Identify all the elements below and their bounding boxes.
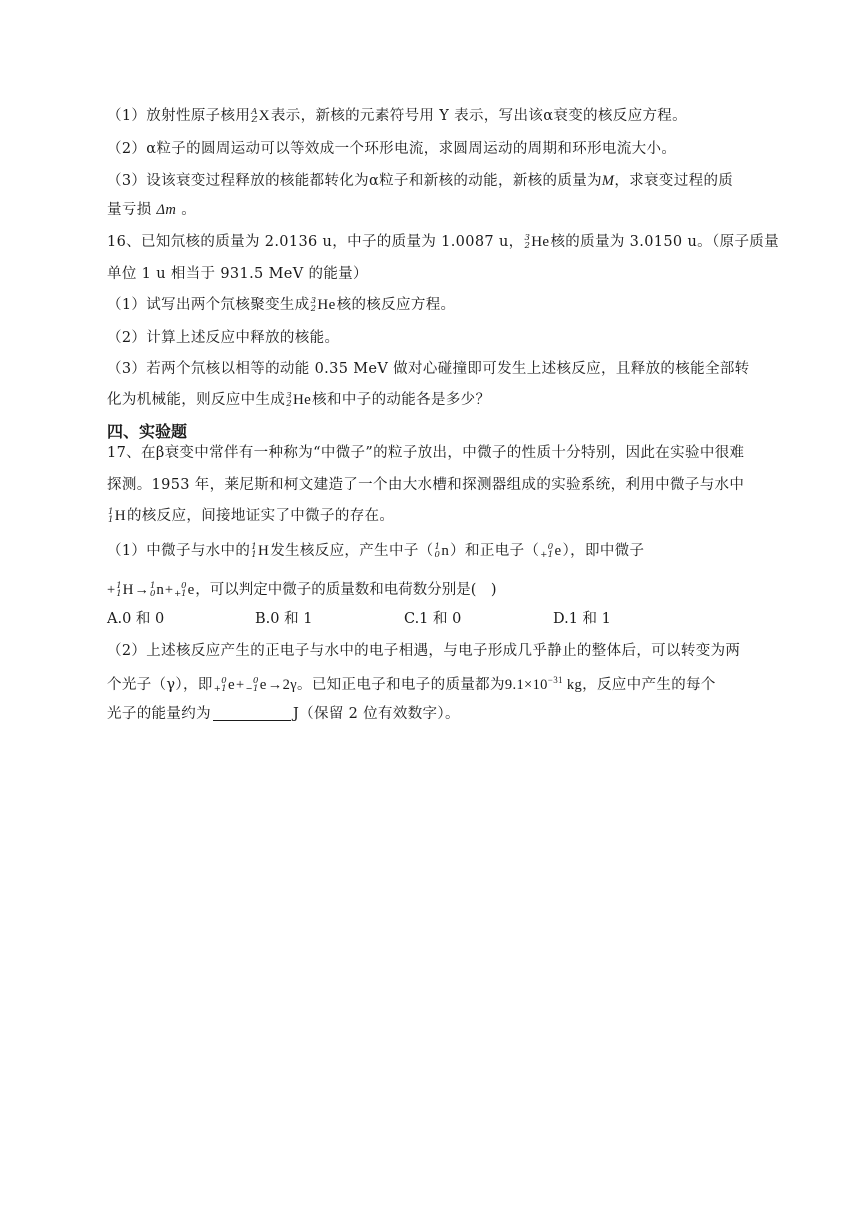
text: 的核反应，间接地证实了中微子的存在。 — [126, 508, 395, 524]
q15-part1 — [107, 106, 687, 126]
mass-number: A — [251, 107, 258, 117]
option-a[interactable]: A.0 和 0 — [107, 611, 165, 627]
text: ，反应中产生的每个 — [582, 676, 716, 693]
variable-delta-m: Δm — [156, 202, 177, 218]
q16-part2: （2）计算上述反应中释放的核能。 — [107, 330, 340, 346]
charge-number: +1 — [213, 683, 227, 694]
arrow: → — [267, 676, 283, 693]
charge-number: 0 — [149, 589, 156, 599]
text: （1）中微子与水中的 — [107, 543, 251, 559]
variable-M: M — [601, 173, 615, 189]
text: 核的核反应方程。 — [336, 297, 456, 313]
nuclide-H1 — [116, 580, 133, 600]
charge-number: 2 — [524, 241, 531, 251]
text: 化为机械能，则反应中生成 — [107, 392, 286, 408]
symbol: X — [258, 108, 270, 124]
mass-unit: kg — [566, 676, 583, 693]
nuclide-positron — [540, 541, 561, 561]
charge-number: 0 — [434, 550, 441, 560]
symbol: n — [441, 543, 450, 559]
mass-number: 0 — [547, 542, 554, 552]
mass-number: 1 — [149, 581, 156, 591]
nuclide-H1 — [108, 506, 126, 526]
symbol: He — [531, 234, 550, 250]
plus-sign: + — [107, 582, 116, 598]
text: 量亏损 — [107, 202, 152, 218]
nuclide-electron — [246, 675, 267, 695]
symbol: H — [122, 582, 134, 598]
mass-number: 1 — [116, 581, 122, 591]
symbol: e — [187, 582, 195, 598]
text: J（保留 2 位有效数字）。 — [292, 706, 460, 722]
text: 光子的能量约为 — [107, 706, 211, 722]
mass-number: 3 — [310, 296, 317, 306]
charge-number: 1 — [116, 589, 122, 599]
charge-number: +1 — [174, 589, 187, 599]
symbol: e — [259, 676, 267, 693]
symbol: H — [258, 543, 270, 559]
mass-value: 9.1×10 — [504, 676, 548, 693]
plus-sign: + — [164, 582, 174, 598]
electron-mass — [505, 677, 582, 693]
option-d[interactable]: D.1 和 1 — [553, 611, 611, 627]
q17-part2-line3 — [107, 704, 460, 724]
mass-exponent: −31 — [547, 675, 563, 685]
charge-number: 1 — [108, 515, 114, 525]
nuclide-positron — [174, 580, 194, 600]
nuclide-He3 — [524, 232, 549, 252]
q16-stem-line1 — [107, 232, 779, 252]
mass-number: 1 — [434, 542, 441, 552]
mass-number: 3 — [286, 391, 292, 401]
text: 。已知正电子和电子的质量都为 — [296, 676, 505, 693]
symbol: e — [227, 676, 235, 693]
plus-sign: + — [235, 676, 245, 693]
mass-number: 1 — [251, 542, 257, 552]
symbol: n — [156, 582, 164, 598]
mass-number: 0 — [252, 675, 259, 686]
q17-part2-line2 — [107, 670, 716, 695]
symbol: He — [292, 392, 312, 408]
symbol: e — [554, 543, 562, 559]
answer-blank[interactable] — [213, 706, 291, 721]
q17-stem-line1: 17、在β衰变中常伴有一种称为“中微子”的粒子放出，中微子的性质十分特别，因此在实验中很难 — [107, 445, 745, 461]
charge-number: 1 — [251, 550, 257, 560]
text: 表示，新核的元素符号用 Y 表示，写出该α衰变的核反应方程。 — [270, 108, 688, 124]
mass-number: 0 — [221, 675, 227, 686]
q17-part1-line1 — [107, 541, 644, 561]
nuclide-positron — [214, 675, 235, 695]
q17-stem-line3 — [107, 506, 394, 526]
q16-part1 — [107, 295, 455, 315]
symbol: He — [317, 297, 336, 313]
symbol: H — [114, 508, 126, 524]
q16-stem-line2: 单位 1 u 相当于 931.5 MeV 的能量） — [107, 266, 368, 282]
text: 核的质量为 3.0150 u。（原子质量 — [550, 234, 779, 250]
mass-number: 0 — [181, 581, 187, 591]
arrow: → — [134, 582, 149, 598]
text: （1）试写出两个氘核聚变生成 — [107, 297, 310, 313]
text: ）和正电子（ — [450, 543, 540, 559]
text: 。 — [181, 202, 197, 218]
text: 核和中子的动能各是多少？ — [312, 392, 491, 408]
nuclide-H1 — [251, 541, 269, 561]
nuclide-neutron — [150, 580, 164, 600]
charge-number: Z — [251, 115, 258, 125]
charge-number: 2 — [286, 399, 292, 409]
q17-part2-line1: （2）上述核反应产生的正电子与水中的电子相遇，与电子形成几乎静止的整体后，可以转变为两 — [107, 643, 741, 659]
text: 个光子（γ），即 — [107, 676, 213, 693]
text: （1）放射性原子核用 — [107, 108, 251, 124]
charge-number: +1 — [540, 550, 554, 560]
text: 16、已知氘核的质量为 2.0136 u，中子的质量为 1.0087 u， — [107, 234, 524, 250]
text: ，求衰变过程的质 — [614, 173, 734, 189]
text: ），即中微子 — [562, 543, 645, 559]
nuclide-He3 — [286, 390, 311, 410]
two-gamma: 2γ — [282, 676, 297, 693]
q16-part3-line1: （3）若两个氘核以相等的动能 0.35 MeV 做对心碰撞即可发生上述核反应，且释放的核能全部转 — [107, 361, 750, 377]
mass-number: 3 — [524, 233, 531, 243]
charge-number: 2 — [310, 304, 317, 314]
option-c[interactable]: C.1 和 0 — [404, 611, 462, 627]
nuclide-X — [251, 106, 270, 126]
nuclide-neutron — [435, 541, 450, 561]
q16-part3-line2 — [107, 390, 490, 410]
charge-number: −1 — [245, 683, 259, 694]
text: 发生核反应，产生中子（ — [270, 543, 434, 559]
nuclide-He3 — [311, 295, 336, 315]
text: ，可以判定中微子的质量数和电荷数分别是( ) — [195, 582, 497, 598]
section-heading: 四、实验题 — [107, 422, 188, 441]
text: （3）设该衰变过程释放的核能都转化为α粒子和新核的动能，新核的质量为 — [107, 173, 602, 189]
mass-number: 1 — [108, 507, 114, 517]
q15-part3-line2 — [107, 200, 196, 220]
q17-stem-line2: 探测。1953 年，莱尼斯和柯文建造了一个由大水槽和探测器组成的实验系统，利用中微子与水中 — [107, 477, 745, 493]
q15-part3-line1 — [107, 171, 733, 191]
q15-part2: （2）α粒子的圆周运动可以等效成一个环形电流，求圆周运动的周期和环形电流大小。 — [107, 141, 677, 157]
option-b[interactable]: B.0 和 1 — [255, 611, 313, 627]
q17-part1-equation — [107, 580, 497, 600]
